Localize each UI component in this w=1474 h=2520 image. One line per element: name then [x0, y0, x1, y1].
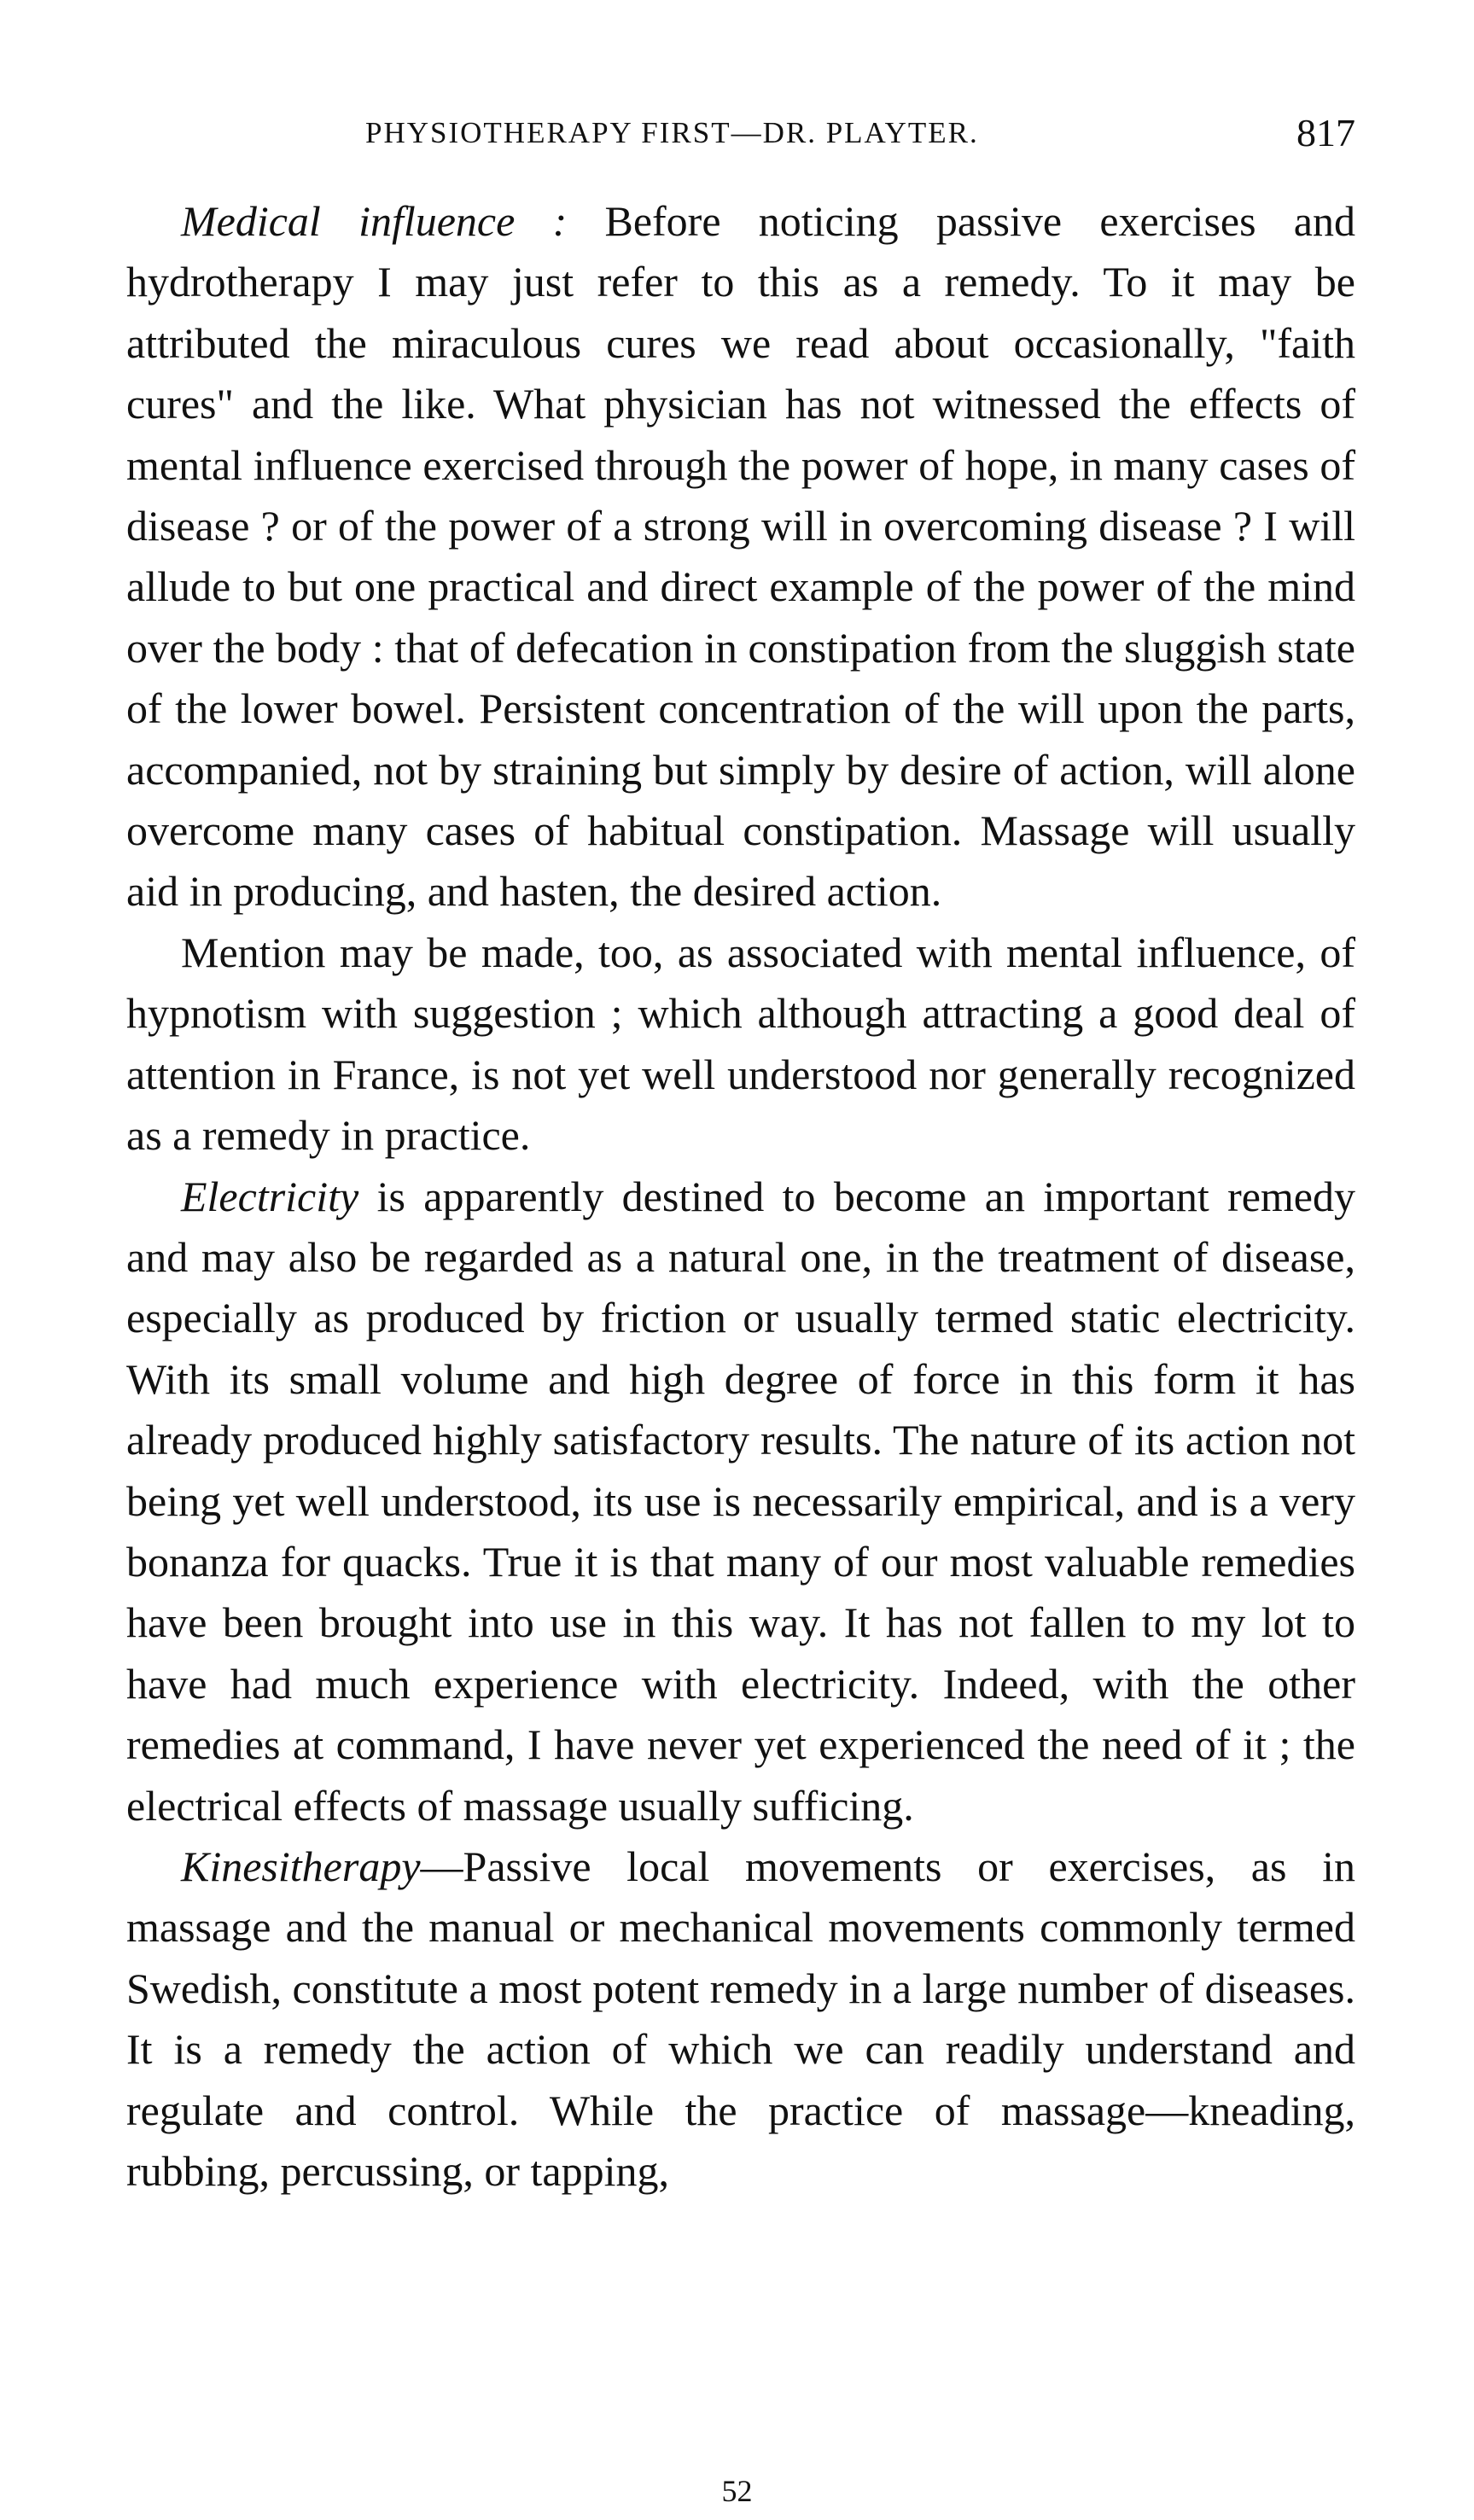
- paragraph-lead: Kinesitherapy: [181, 1842, 421, 1890]
- paragraph-hypnotism: [126, 922, 1355, 1167]
- paragraph-lead: Medical influence :: [181, 197, 568, 245]
- paragraph-text: is apparently destined to become an important remedy and may also be regarded as a natural one, in the treatment of disease, especially as produced by friction or usually termed static electricity. With its small volume and high degree of force in this form it has already produced highly satisfactory results. The nature of its action not being yet well understood, its use is necessarily empirical, and is a very bonanza for quacks. True it is that many of our most valuable remedies have been brought into use in this way. It has not fallen to my lot to have had much experience with electricity. Indeed, with the other remedies at command, I have never yet experienced the need of it ; the electrical effects of massage usually sufficing.: [126, 1172, 1355, 1830]
- signature-mark: 52: [721, 2474, 753, 2508]
- paragraph-text: Mention may be made, too, as associated with mental influence, of hypnotism with suggestion ; which although attracting a good deal of attention in France, is not yet well understood nor generally recognized as a remedy in practice.: [126, 928, 1355, 1160]
- paragraph-lead: Electricity: [181, 1172, 359, 1220]
- body-text: [126, 191, 1355, 2202]
- paragraph-kinesitherapy: [126, 1836, 1355, 2202]
- paragraph-electricity: [126, 1167, 1355, 1836]
- paragraph-text: —Passive local movements or exercises, as in massage and the manual or mechanical movements commonly termed Swedish, constitute a most potent remedy in a large number of diseases. It is a remedy the action of which we can readily understand and regulate and control. While the practice of massage—kneading, rubbing, percussing, or tapping,: [126, 1842, 1355, 2195]
- paragraph-medical-influence: [126, 191, 1355, 922]
- running-title: PHYSIOTHERAPY FIRST—DR. PLAYTER.: [365, 116, 979, 149]
- page-number: 817: [1296, 111, 1355, 154]
- running-head: [126, 108, 1355, 159]
- paragraph-text: Before noticing passive exercises and hydrotherapy I may just refer to this as a remedy. To it may be attributed the miraculous cures we read about occasionally, "faith cures" and the like. What physician has not witnessed the effects of mental influence exercised through the power of hope, in many cases of disease ? or of the power of a strong will in overcoming disease ? I will allude to but one practical and direct example of the power of the mind over the body : that of defecation in constipation from the sluggish state of the lower bowel. Persistent concentration of the will upon the parts, accompanied, not by straining but simply by desire of action, will alone overcome many cases of habitual constipation. Massage will usually aid in producing, and hasten, the desired action.: [126, 197, 1355, 916]
